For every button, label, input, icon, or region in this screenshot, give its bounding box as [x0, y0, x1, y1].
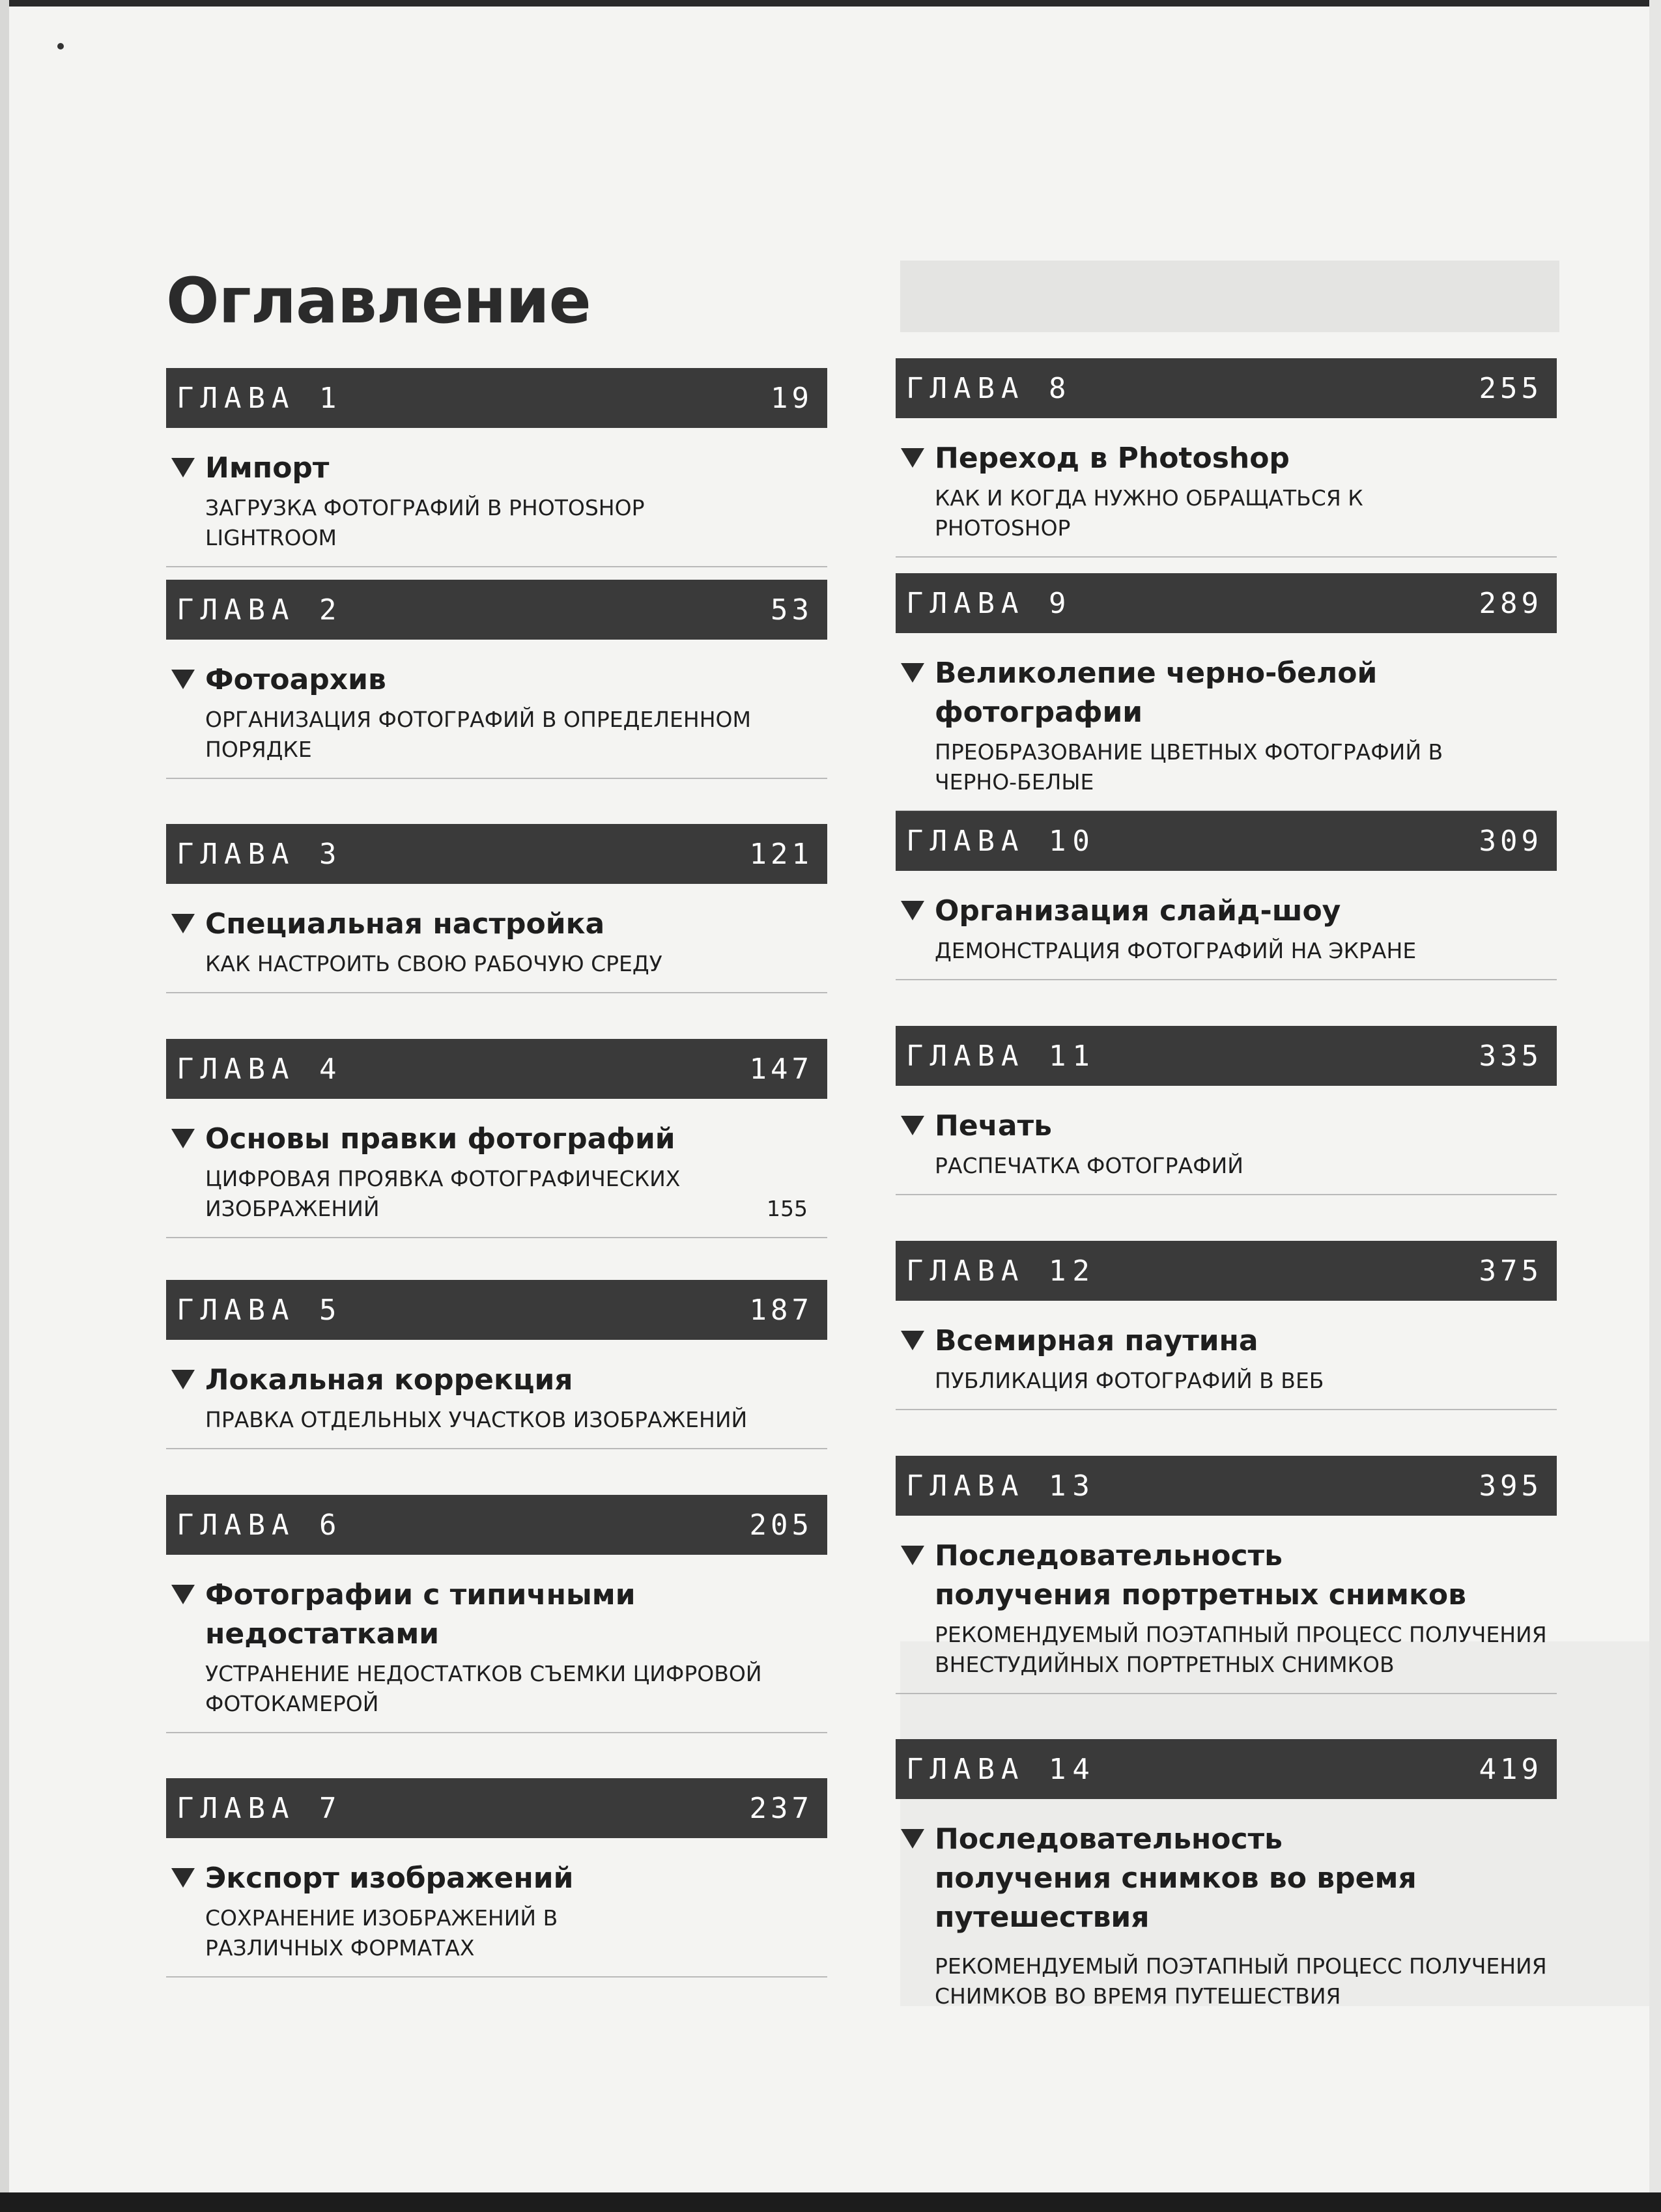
- chapter-title: Печать: [935, 1109, 1052, 1142]
- triangle-down-icon: [901, 1546, 924, 1565]
- chapter-extra-page: 155: [767, 1196, 808, 1221]
- chapter-header-bar: [896, 1241, 1557, 1301]
- chapter-title-row: [901, 1537, 1557, 1615]
- chapter-number: ГЛАВА 2: [177, 593, 343, 627]
- chapter-title-row: [171, 1576, 827, 1654]
- chapter-entry[interactable]: [166, 368, 827, 567]
- chapter-subtitle: ПРЕОБРАЗОВАНИЕ ЦВЕТНЫХ ФОТОГРАФИЙ В ЧЕРНО-БЕЛЫЕ: [935, 739, 1443, 795]
- chapter-header-bar: [166, 1495, 827, 1555]
- chapter-page-number: 255: [1479, 371, 1542, 405]
- chapter-title-row: [171, 905, 827, 944]
- page-title: Оглавление: [166, 264, 591, 338]
- chapter-number: ГЛАВА 11: [906, 1039, 1096, 1073]
- chapter-title: Фотографии с типичными недостатками: [205, 1578, 636, 1651]
- chapter-body: [896, 1516, 1557, 1694]
- chapter-title: Специальная настройка: [205, 907, 605, 941]
- chapter-page-number: 187: [749, 1293, 813, 1327]
- chapter-entry[interactable]: [896, 1739, 1557, 2024]
- chapter-number: ГЛАВА 7: [177, 1791, 343, 1825]
- chapter-subtitle: ПУБЛИКАЦИЯ ФОТОГРАФИЙ В ВЕБ: [935, 1368, 1324, 1393]
- chapter-subtitle: РАСПЕЧАТКА ФОТОГРАФИЙ: [935, 1153, 1243, 1178]
- chapter-body: [896, 1799, 1557, 2024]
- triangle-down-icon: [171, 458, 195, 477]
- chapter-title-row: [171, 1859, 827, 1898]
- chapter-body: [896, 871, 1557, 980]
- triangle-down-icon: [901, 901, 924, 920]
- chapter-title: Импорт: [205, 451, 330, 485]
- chapter-number: ГЛАВА 14: [906, 1752, 1096, 1786]
- triangle-down-icon: [901, 448, 924, 468]
- chapter-title-row: [901, 892, 1557, 931]
- chapter-page-number: 147: [749, 1052, 813, 1086]
- scan-edge-right: [1649, 0, 1661, 2212]
- chapter-entry[interactable]: [896, 1456, 1557, 1694]
- chapter-subtitle-row: [205, 949, 827, 992]
- chapter-body: [896, 1086, 1557, 1195]
- chapter-title-row: [171, 660, 827, 700]
- chapter-entry[interactable]: [166, 1778, 827, 1978]
- scan-edge-left: [0, 0, 9, 2212]
- scan-edge-bottom: [0, 2192, 1661, 2212]
- chapter-number: ГЛАВА 5: [177, 1293, 343, 1327]
- chapter-header-bar: [166, 580, 827, 640]
- chapter-body: [166, 428, 827, 567]
- chapter-number: ГЛАВА 6: [177, 1508, 343, 1542]
- chapter-title: Всемирная паутина: [935, 1324, 1258, 1357]
- chapter-entry[interactable]: [896, 573, 1557, 812]
- chapter-number: ГЛАВА 4: [177, 1052, 343, 1086]
- chapter-page-number: 53: [771, 593, 813, 627]
- chapter-subtitle-row: [935, 1620, 1557, 1693]
- chapter-page-number: 335: [1479, 1039, 1542, 1073]
- chapter-header-bar: [896, 1739, 1557, 1799]
- chapter-header-bar: [896, 358, 1557, 418]
- chapter-body: [166, 1340, 827, 1449]
- chapter-body: [166, 1838, 827, 1978]
- chapter-number: ГЛАВА 1: [177, 381, 343, 415]
- triangle-down-icon: [901, 1116, 924, 1135]
- chapter-number: ГЛАВА 10: [906, 824, 1096, 858]
- chapter-title-row: [171, 449, 827, 488]
- chapter-number: ГЛАВА 12: [906, 1254, 1096, 1288]
- chapter-subtitle-row: [205, 1903, 827, 1976]
- chapter-subtitle-row: [935, 1151, 1557, 1194]
- chapter-title-row: [171, 1120, 827, 1159]
- chapter-body: [896, 633, 1557, 812]
- chapter-title-row: [901, 439, 1557, 478]
- chapter-page-number: 395: [1479, 1469, 1542, 1503]
- chapter-page-number: 237: [749, 1791, 813, 1825]
- chapter-entry[interactable]: [896, 811, 1557, 980]
- chapter-entry[interactable]: [896, 1026, 1557, 1195]
- chapter-body: [166, 1555, 827, 1733]
- triangle-down-icon: [171, 914, 195, 933]
- chapter-subtitle-row: [935, 483, 1557, 556]
- bleed-through-block: [900, 261, 1559, 332]
- chapter-title-row: [171, 1361, 827, 1400]
- chapter-body: [166, 640, 827, 779]
- chapter-subtitle-row: [205, 1405, 827, 1448]
- chapter-page-number: 375: [1479, 1254, 1542, 1288]
- chapter-body: [896, 1301, 1557, 1410]
- triangle-down-icon: [171, 1868, 195, 1888]
- chapter-subtitle: КАК И КОГДА НУЖНО ОБРАЩАТЬСЯ К PHOTOSHOP: [935, 485, 1363, 541]
- chapter-subtitle: ЗАГРУЗКА ФОТОГРАФИЙ В PHOTOSHOP LIGHTROOM: [205, 495, 645, 550]
- chapter-title: Переход в Photoshop: [935, 442, 1290, 475]
- chapter-title: Организация слайд-шоу: [935, 894, 1341, 928]
- triangle-down-icon: [171, 1129, 195, 1148]
- chapter-subtitle-row: [205, 493, 827, 566]
- chapter-body: [166, 884, 827, 993]
- chapter-subtitle-row: [935, 1951, 1557, 2024]
- chapter-number: ГЛАВА 9: [906, 586, 1073, 620]
- chapter-page-number: 419: [1479, 1752, 1542, 1786]
- chapter-number: ГЛАВА 8: [906, 371, 1073, 405]
- chapter-subtitle-row: [205, 1659, 827, 1732]
- chapter-subtitle-row: [935, 936, 1557, 979]
- chapter-subtitle: ОРГАНИЗАЦИЯ ФОТОГРАФИЙ В ОПРЕДЕЛЕННОМ ПОРЯДКЕ: [205, 707, 751, 762]
- chapter-number: ГЛАВА 3: [177, 837, 343, 871]
- chapter-subtitle: РЕКОМЕНДУЕМЫЙ ПОЭТАПНЫЙ ПРОЦЕСС ПОЛУЧЕНИЯ СНИМКОВ ВО ВРЕМЯ ПУТЕШЕСТВИЯ: [935, 1953, 1547, 2009]
- chapter-subtitle-row: [205, 705, 827, 778]
- chapter-entry[interactable]: [166, 580, 827, 779]
- chapter-entry[interactable]: [166, 1039, 827, 1238]
- chapter-header-bar: [896, 573, 1557, 633]
- chapter-subtitle-row: [935, 737, 1557, 810]
- chapter-header-bar: [166, 368, 827, 428]
- triangle-down-icon: [901, 1331, 924, 1350]
- chapter-subtitle: ДЕМОНСТРАЦИЯ ФОТОГРАФИЙ НА ЭКРАНЕ: [935, 938, 1417, 963]
- chapter-number: ГЛАВА 13: [906, 1469, 1096, 1503]
- chapter-header-bar: [166, 1039, 827, 1099]
- chapter-page-number: 309: [1479, 824, 1542, 858]
- chapter-title: Великолепие черно-белой фотографии: [935, 657, 1378, 729]
- chapter-subtitle: ЦИФРОВАЯ ПРОЯВКА ФОТОГРАФИЧЕСКИХ ИЗОБРАЖЕНИЙ: [205, 1166, 681, 1221]
- chapter-subtitle: УСТРАНЕНИЕ НЕДОСТАТКОВ СЪЕМКИ ЦИФРОВОЙ ФОТОКАМЕРОЙ: [205, 1661, 762, 1716]
- chapter-header-bar: [166, 1280, 827, 1340]
- chapter-title-row: [901, 654, 1557, 732]
- chapter-header-bar: [166, 1778, 827, 1838]
- chapter-body: [166, 1099, 827, 1238]
- chapter-subtitle-row: [935, 1366, 1557, 1409]
- chapter-title-row: [901, 1107, 1557, 1146]
- chapter-entry[interactable]: [166, 824, 827, 993]
- chapter-page-number: 205: [749, 1508, 813, 1542]
- chapter-entry[interactable]: [896, 358, 1557, 558]
- chapter-subtitle-row: [205, 1164, 827, 1237]
- chapter-title: Экспорт изображений: [205, 1862, 574, 1895]
- chapter-subtitle: КАК НАСТРОИТЬ СВОЮ РАБОЧУЮ СРЕДУ: [205, 951, 662, 976]
- chapter-entry[interactable]: [166, 1495, 827, 1733]
- chapter-entry[interactable]: [896, 1241, 1557, 1410]
- chapter-title: Фотоархив: [205, 663, 386, 696]
- chapter-header-bar: [896, 1026, 1557, 1086]
- chapter-entry[interactable]: [166, 1280, 827, 1449]
- chapter-page-number: 121: [749, 837, 813, 871]
- chapter-subtitle: СОХРАНЕНИЕ ИЗОБРАЖЕНИЙ В РАЗЛИЧНЫХ ФОРМАТАХ: [205, 1905, 558, 1961]
- chapter-title: Последовательность получения портретных снимков: [935, 1539, 1466, 1611]
- chapter-body: [896, 418, 1557, 558]
- chapter-title: Последовательность получения снимков во время путешествия: [935, 1822, 1417, 1934]
- scan-edge-top: [0, 0, 1661, 7]
- chapter-title-row: [901, 1820, 1557, 1937]
- triangle-down-icon: [171, 670, 195, 689]
- chapter-page-number: 19: [771, 381, 813, 415]
- chapter-page-number: 289: [1479, 586, 1542, 620]
- chapter-subtitle: ПРАВКА ОТДЕЛЬНЫХ УЧАСТКОВ ИЗОБРАЖЕНИЙ: [205, 1407, 748, 1432]
- chapter-subtitle: РЕКОМЕНДУЕМЫЙ ПОЭТАПНЫЙ ПРОЦЕСС ПОЛУЧЕНИЯ ВНЕСТУДИЙНЫХ ПОРТРЕТНЫХ СНИМКОВ: [935, 1622, 1547, 1677]
- triangle-down-icon: [171, 1370, 195, 1389]
- chapter-title: Локальная коррекция: [205, 1363, 573, 1397]
- chapter-header-bar: [896, 811, 1557, 871]
- triangle-down-icon: [901, 1829, 924, 1849]
- chapter-title: Основы правки фотографий: [205, 1122, 675, 1156]
- chapter-header-bar: [896, 1456, 1557, 1516]
- triangle-down-icon: [901, 663, 924, 683]
- triangle-down-icon: [171, 1585, 195, 1604]
- chapter-title-row: [901, 1322, 1557, 1361]
- chapter-header-bar: [166, 824, 827, 884]
- scan-dot-mark: [57, 43, 64, 50]
